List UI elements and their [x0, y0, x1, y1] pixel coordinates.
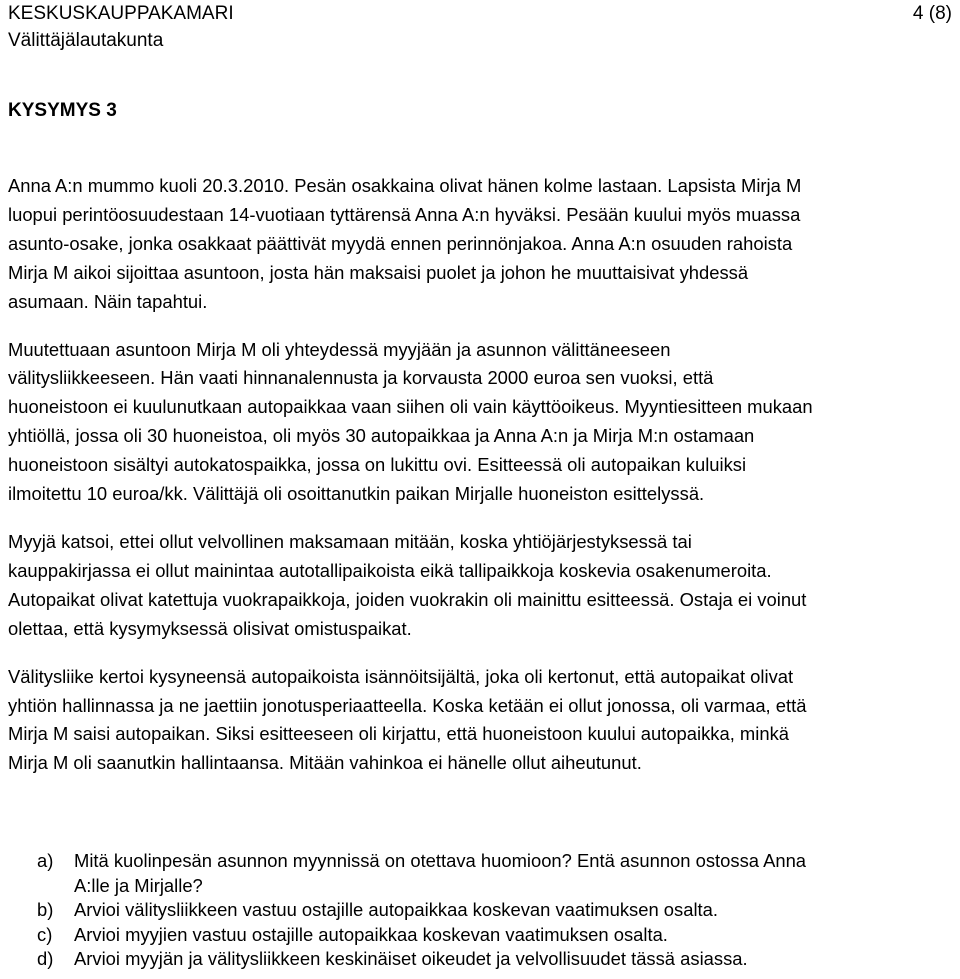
question-label: b): [37, 899, 54, 920]
text-line: ilmoitettu 10 euroa/kk. Välittäjä oli osoittanutkin paikan Mirjalle huoneiston esittelyssä.: [8, 483, 705, 505]
text-line: Mirja M aikoi sijoittaa asuntoon, josta hän maksaisi puolet ja johon he muuttaisivat yhdessä: [8, 261, 749, 283]
question-list: [37, 849, 937, 972]
question-item: [37, 923, 937, 948]
text-line: Arvioi välitysliikkeen vastuu ostajille autopaikkaa koskevan vaatimuksen osalta.: [74, 899, 718, 920]
organization-name: KESKUSKAUPPAKAMARI: [8, 3, 234, 24]
text-line: Mirja M oli saanutkin hallintaansa. Mitään vahinkoa ei hänelle ollut aiheutunut.: [8, 752, 642, 774]
page-number: 4 (8): [912, 3, 952, 24]
question-text: [74, 849, 937, 898]
text-line: Autopaikat olivat katettuja vuokrapaikkoja, joiden vuokrakin oli mainittu esitteessä. Ostaja ei voinut: [8, 588, 807, 610]
text-line: huoneistoon ei kuulunutkaan autopaikkaa vaan siihen oli vain käyttöoikeus. Myyntiesitteen mukaan: [8, 396, 813, 418]
case-description: [8, 172, 956, 797]
paragraph: [8, 663, 956, 779]
text-line: huoneistoon sisältyi autokatospaikka, jossa on lukittu ovi. Esitteessä oli autopaikan kuluiksi: [8, 454, 747, 476]
text-line: välitysliikkeeseen. Hän vaati hinnanalennusta ja korvausta 2000 euroa sen vuoksi, että: [8, 367, 714, 389]
text-line: luopui perintöosuudestaan 14-vuotiaan tyttärensä Anna A:n hyväksi. Pesään kuului myös muassa: [8, 203, 801, 225]
text-line: Mirja M saisi autopaikan. Siksi esitteeseen oli kirjattu, että huoneistoon kuului autopaikka, minkä: [8, 723, 789, 745]
page-header: [8, 0, 952, 54]
text-line: Anna A:n mummo kuoli 20.3.2010. Pesän osakkaina olivat hänen kolme lastaan. Lapsista Mirja M: [8, 175, 802, 196]
paragraph: [8, 528, 956, 644]
text-line: Arvioi myyjien vastuu ostajille autopaikkaa koskevan vaatimuksen osalta.: [74, 923, 668, 945]
text-line: Välitysliike kertoi kysyneensä autopaikoista isännöitsijältä, joka oli kertonut, että autopaikat olivat: [8, 665, 794, 687]
question-item: [37, 947, 937, 972]
text-line: asunto-osake, jonka osakkaat päättivät myydä ennen perinnönjakoa. Anna A:n osuuden rahoista: [8, 232, 793, 254]
question-item: [37, 849, 937, 898]
text-line: Muutettuaan asuntoon Mirja M oli yhteydessä myyjään ja asunnon välittäneeseen: [8, 338, 671, 360]
paragraph: [8, 172, 956, 317]
question-text: [74, 898, 937, 923]
header-top-row: [8, 0, 952, 27]
question-label: c): [37, 923, 53, 945]
text-line: kauppakirjassa ei ollut mainintaa autotallipaikoista eikä tallipaikkoja koskevia osakenumeroita.: [8, 559, 772, 581]
question-heading: KYSYMYS 3: [8, 100, 117, 121]
question-text: [74, 947, 937, 972]
text-line: yhtiön hallinnassa ja ne jaettiin jonotusperiaatteella. Koska ketään ei ollut jonossa, oli varmaa, että: [8, 694, 807, 716]
text-line: Arvioi myyjän ja välitysliikkeen keskinäiset oikeudet ja velvollisuudet tässä asiassa.: [74, 948, 748, 969]
question-label: a): [37, 850, 54, 871]
question-text: [74, 923, 937, 948]
text-line: Myyjä katsoi, ettei ollut velvollinen maksamaan mitään, koska yhtiöjärjestyksessä tai: [8, 530, 692, 552]
question-label: d): [37, 948, 54, 969]
committee-name: Välittäjälautakunta: [8, 30, 164, 51]
text-line: asumaan. Näin tapahtui.: [8, 290, 208, 312]
text-line: Mitä kuolinpesän asunnon myynnissä on otettava huomioon? Entä asunnon ostossa Anna: [74, 850, 807, 871]
question-item: [37, 898, 937, 923]
paragraph: [8, 336, 956, 509]
text-line: A:lle ja Mirjalle?: [74, 874, 203, 896]
text-line: yhtiöllä, jossa oli 30 huoneistoa, oli myös 30 autopaikkaa ja Anna A:n ja Mirja M:n ostamaan: [8, 425, 755, 447]
text-line: olettaa, että kysymyksessä olisivat omistuspaikat.: [8, 617, 412, 639]
